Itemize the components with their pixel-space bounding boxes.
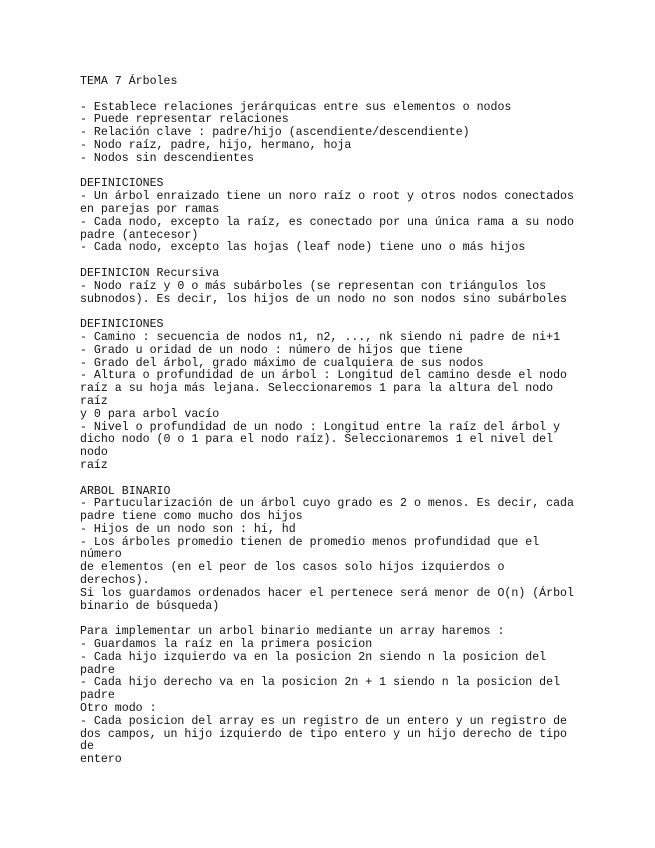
intro-line: - Establece relaciones jerárquicas entre sus elementos o nodos	[80, 100, 512, 114]
text-line: raíz a su hoja más lejana. Seleccionaremos 1 para la altura del nodo raíz	[80, 382, 561, 408]
binary-tree-section	[80, 486, 580, 614]
section-heading: DEFINICIONES	[80, 177, 164, 191]
definitions-section-2	[80, 319, 580, 473]
text-line: - Hijos de un nodo son : hi, hd	[80, 522, 296, 536]
text-line: - Cada hijo izquierdo va en la posicion 2n siendo n la posicion del padre	[80, 650, 554, 677]
text-line: padre tiene como mucho dos hijos	[80, 510, 303, 524]
text-line: - Partucularización de un árbol cuyo grado es 2 o menos. Es decir, cada	[80, 497, 574, 511]
definitions-section	[80, 178, 580, 255]
array-implementation-section	[80, 626, 580, 767]
text-line: y 0 para arbol vacío	[80, 407, 220, 421]
text-line: en parejas por ramas	[80, 202, 220, 216]
section-heading: DEFINICIONES	[80, 318, 164, 332]
text-line: padre (antecesor)	[80, 228, 199, 242]
recursive-definition-section	[80, 268, 580, 306]
text-line: Si los guardamos ordenados hacer el pertenece será menor de O(n) (Árbol	[80, 586, 574, 600]
text-line: entero	[80, 753, 122, 767]
text-line: raíz	[80, 458, 108, 472]
spacer	[80, 89, 580, 102]
intro-line: - Nodo raíz, padre, hijo, hermano, hoja	[80, 138, 352, 152]
intro-line: - Puede representar relaciones	[80, 113, 289, 127]
text-line: - Nodo raíz y 0 o más subárboles (se representan con triángulos los	[80, 279, 547, 293]
intro-line: - Relación clave : padre/hijo (ascendiente/descendiente)	[80, 126, 470, 140]
text-line: - Grado del árbol, grado máximo de cualquiera de sus nodos	[80, 356, 484, 370]
text-line: de elementos (en el peor de los casos solo hijos izquierdos o derechos).	[80, 561, 512, 588]
document-title: TEMA 7 Árboles	[80, 75, 178, 88]
spacer	[80, 473, 580, 486]
text-line: - Cada posicion del array es un registro de un entero y un registro de	[80, 714, 568, 728]
text-line: - Cada nodo, excepto las hojas (leaf node) tiene uno o más hijos	[80, 241, 526, 255]
text-line: - Nivel o profundidad de un nodo : Longitud entre la raíz del árbol y	[80, 420, 561, 434]
document-body	[80, 76, 580, 767]
text-line: dos campos, un hijo izquierdo de tipo entero y un hijo derecho de tipo de	[80, 727, 574, 754]
intro-section	[80, 102, 580, 166]
text-line: - Grado u oridad de un nodo : número de hijos que tiene	[80, 343, 463, 357]
text-line: Para implementar un arbol binario mediante un array haremos :	[80, 625, 505, 639]
section-heading: ARBOL BINARIO	[80, 484, 171, 498]
text-line: - Un árbol enraizado tiene un noro raíz o root y otros nodos conectados	[80, 190, 574, 204]
text-line: binario de búsqueda)	[80, 599, 220, 613]
text-line: Otro modo :	[80, 702, 157, 716]
text-line: padre	[80, 689, 115, 703]
text-line: - Cada hijo derecho va en la posicion 2n + 1 siendo n la posicion del	[80, 676, 561, 690]
text-line: - Camino : secuencia de nodos n1, n2, ..., nk siendo ni padre de ni+1	[80, 330, 561, 344]
text-line: - Cada nodo, excepto la raíz, es conectado por una única rama a su nodo	[80, 215, 574, 229]
intro-line: - Nodos sin descendientes	[80, 151, 254, 165]
section-heading: DEFINICION Recursiva	[80, 266, 220, 280]
text-line: dicho nodo (0 o 1 para el nodo raíz). Seleccionaremos 1 el nivel del nodo	[80, 433, 561, 460]
text-line: subnodos). Es decir, los hijos de un nodo no son nodos sino subárboles	[80, 292, 568, 306]
text-line: - Los árboles promedio tienen de promedio menos profundidad que el número	[80, 535, 547, 562]
text-line: - Altura o profundidad de un árbol : Longitud del camino desde el nodo	[80, 369, 568, 383]
text-line: - Guardamos la raíz en la primera posicion	[80, 638, 373, 652]
